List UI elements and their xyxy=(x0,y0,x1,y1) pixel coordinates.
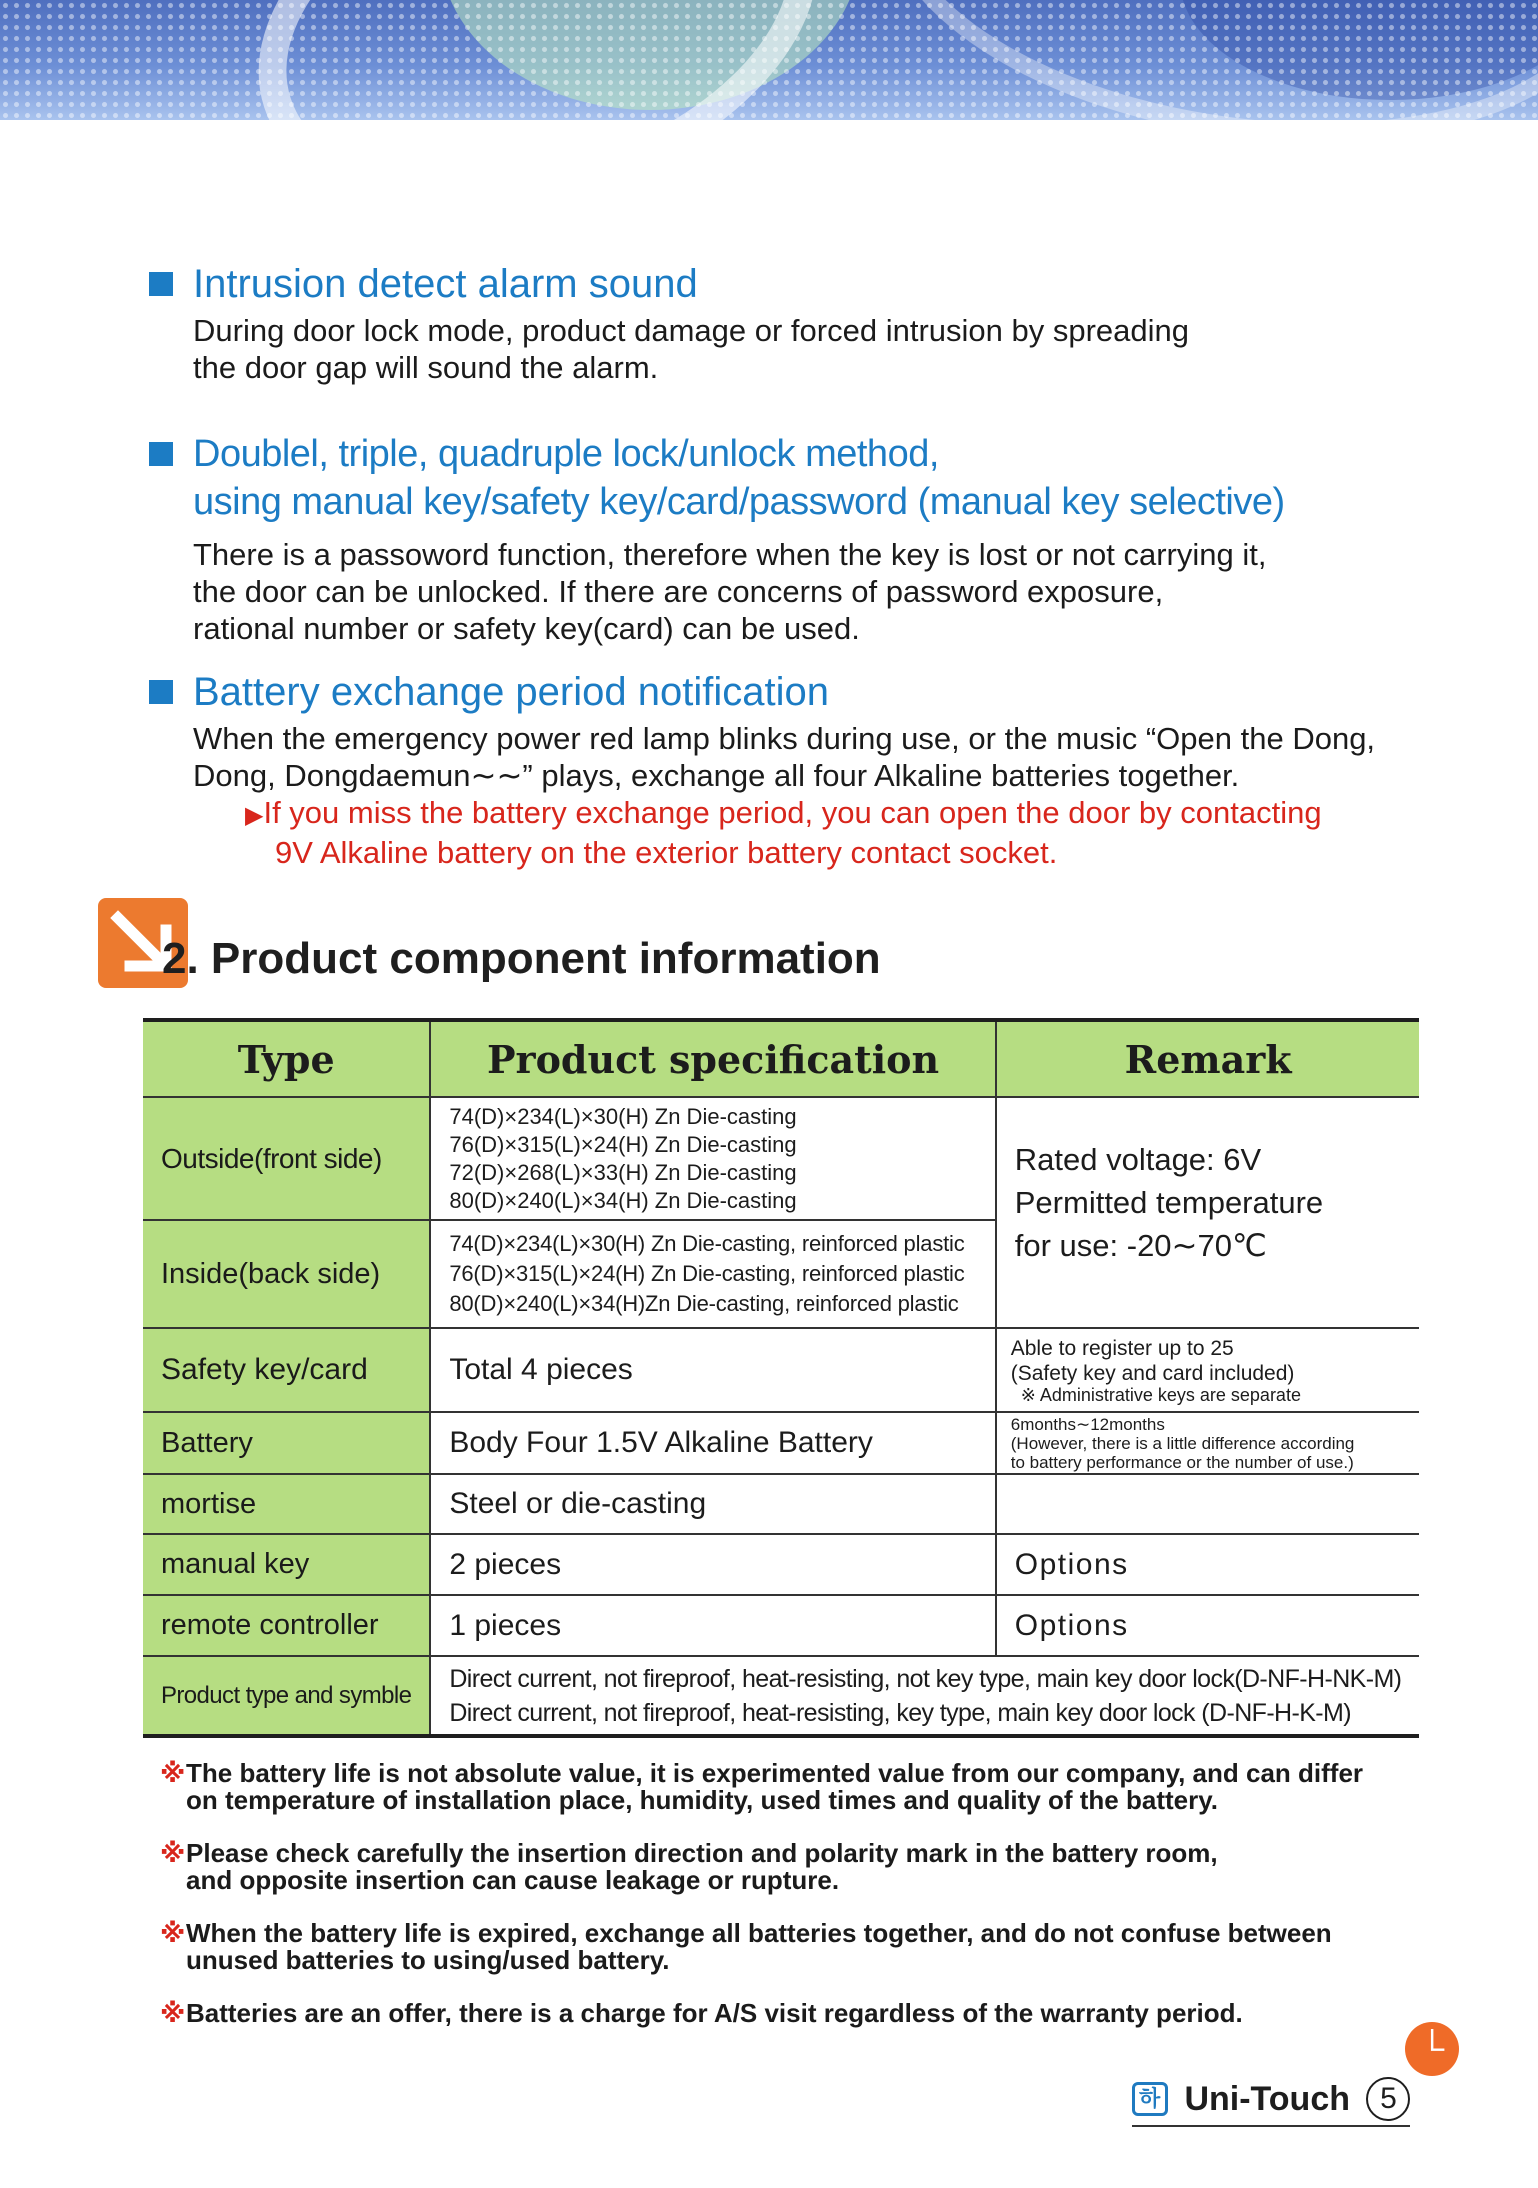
spec-cell: Body Four 1.5V Alkaline Battery xyxy=(430,1412,995,1474)
brand-circle-icon: └ xyxy=(1405,2022,1459,2076)
play-arrow-icon: ▶ xyxy=(245,802,264,829)
note-item: ※ When the battery life is expired, exchange all batteries together, and do not confuse between unused batteries to using/used battery. xyxy=(160,1918,1332,1975)
spec-line: 80(D)×240(L)×34(H)Zn Die-casting, reinforced plastic xyxy=(449,1291,959,1316)
note-item: ※ Batteries are an offer, there is a charge for A/S visit regardless of the warranty period. xyxy=(160,1998,1243,2028)
spec-line: 74(D)×234(L)×30(H) Zn Die-casting xyxy=(449,1103,797,1129)
body-line: Dong, Dongdaemun∼∼” plays, exchange all four Alkaline batteries together. xyxy=(193,758,1240,793)
page-number: 5 xyxy=(1366,2077,1410,2121)
product-component-heading xyxy=(98,898,1098,998)
spec-cell xyxy=(430,1097,995,1220)
remark-cell xyxy=(996,1474,1420,1534)
remark-cell xyxy=(996,1412,1420,1474)
remark-line: Permitted temperature xyxy=(1014,1185,1324,1220)
section-title xyxy=(145,430,1405,526)
table-row xyxy=(143,1097,1419,1220)
spec-line: 76(D)×315(L)×24(H) Zn Die-casting, reinforced plastic xyxy=(449,1261,965,1286)
table-row xyxy=(143,1534,1419,1595)
spec-line: 76(D)×315(L)×24(H) Zn Die-casting xyxy=(449,1131,797,1157)
type-cell: remote controller xyxy=(143,1595,430,1656)
bullet-square-icon xyxy=(149,680,173,704)
spec-line: Direct current, not fireproof, heat-resisting, not key type, main key door lock(D-NF-H-NK-M) xyxy=(449,1664,1402,1693)
section-lock-methods xyxy=(145,430,1405,647)
spec-cell: 2 pieces xyxy=(430,1534,995,1595)
section-title-line: Doublel, triple, quadruple lock/unlock method, xyxy=(193,433,939,475)
table-header-row xyxy=(143,1020,1419,1097)
body-line: There is a passoword function, therefore when the key is lost or not carrying it, xyxy=(193,537,1267,572)
column-header-spec: Product specification xyxy=(430,1020,995,1097)
column-header-type: Type xyxy=(143,1020,430,1097)
spec-cell: Total 4 pieces xyxy=(430,1328,995,1412)
reference-mark-icon: ※ xyxy=(160,1918,186,1948)
body-line: the door gap will sound the alarm. xyxy=(193,350,659,385)
remark-line: (However, there is a little difference according xyxy=(1010,1433,1355,1453)
type-cell: Safety key/card xyxy=(143,1328,430,1412)
spec-line: 74(D)×234(L)×30(H) Zn Die-casting, reinforced plastic xyxy=(449,1231,965,1256)
section-intrusion-alarm xyxy=(145,260,1405,386)
note-item: ※ The battery life is not absolute value, it is experimented value from our company, and can differ on temperature of installation place, humidity, used times and quality of the battery. xyxy=(160,1758,1364,1815)
banner-dot-pattern xyxy=(0,0,1538,120)
footer-divider xyxy=(1132,2125,1410,2127)
reference-mark-icon: ※ xyxy=(160,1758,186,1788)
spec-cell xyxy=(430,1656,1419,1736)
section-title-line: using manual key/safety key/card/password (manual key selective) xyxy=(193,481,1285,523)
spec-line: Direct current, not fireproof, heat-resisting, key type, main key door lock (D-NF-H-K-M) xyxy=(449,1698,1351,1727)
warning-line: 9V Alkaline battery on the exterior battery contact socket. xyxy=(275,835,1058,870)
section-title: Intrusion detect alarm sound xyxy=(145,260,1405,308)
type-cell: mortise xyxy=(143,1474,430,1534)
brand-name: Uni-Touch xyxy=(1184,2079,1351,2118)
spec-cell xyxy=(430,1220,995,1328)
header-banner-image xyxy=(0,0,1538,120)
remark-line: Able to register up to 25 xyxy=(1010,1336,1234,1360)
bullet-square-icon xyxy=(149,442,173,466)
type-cell: Product type and symble xyxy=(143,1656,430,1736)
remark-line: ※ Administrative keys are separate xyxy=(1020,1384,1301,1405)
table-row xyxy=(143,1474,1419,1534)
note-item: ※ Please check carefully the insertion direction and polarity mark in the battery room, and opposite insertion can cause leakage or rupture. xyxy=(160,1838,1218,1895)
warning-line: ▶If you miss the battery exchange period, you can open the door by contacting xyxy=(245,795,1322,830)
remark-cell xyxy=(996,1097,1420,1328)
type-cell: manual key xyxy=(143,1534,430,1595)
spec-cell: 1 pieces xyxy=(430,1595,995,1656)
spec-line: 72(D)×268(L)×33(H) Zn Die-casting xyxy=(449,1159,797,1185)
section-body xyxy=(145,312,1405,386)
spec-cell: Steel or die-casting xyxy=(430,1474,995,1534)
table-row xyxy=(143,1595,1419,1656)
type-cell: Outside(front side) xyxy=(143,1097,430,1220)
remark-line: Rated voltage: 6V xyxy=(1014,1142,1262,1177)
remark-cell: Options xyxy=(996,1534,1420,1595)
reference-mark-icon: ※ xyxy=(160,1838,186,1868)
table-row xyxy=(143,1412,1419,1474)
remark-cell: Options xyxy=(996,1595,1420,1656)
remark-line: to battery performance or the number of use.) xyxy=(1010,1452,1354,1472)
notes-list xyxy=(160,1760,1440,2053)
table-row xyxy=(143,1656,1419,1736)
footer-brand xyxy=(1132,2077,1410,2123)
type-cell: Battery xyxy=(143,1412,430,1474)
section-battery-notification xyxy=(145,668,1405,871)
section-body xyxy=(145,720,1405,871)
remark-line: (Safety key and card included) xyxy=(1010,1361,1295,1385)
remark-cell xyxy=(996,1328,1420,1412)
body-line: During door lock mode, product damage or forced intrusion by spreading xyxy=(193,313,1189,348)
type-cell: Inside(back side) xyxy=(143,1220,430,1328)
body-line: When the emergency power red lamp blinks during use, or the music “Open the Dong, xyxy=(193,721,1376,756)
bullet-square-icon xyxy=(149,272,173,296)
body-line: the door can be unlocked. If there are concerns of password exposure, xyxy=(193,574,1164,609)
section-title: Battery exchange period notification xyxy=(145,668,1405,716)
table-row xyxy=(143,1328,1419,1412)
column-header-remark: Remark xyxy=(996,1020,1420,1097)
section-body xyxy=(145,536,1405,647)
product-spec-table xyxy=(143,1018,1419,1738)
page-title: 2. Product component information xyxy=(162,934,881,983)
remark-line: 6months∼12months xyxy=(1010,1414,1165,1434)
remark-line: for use: -20∼70℃ xyxy=(1014,1228,1267,1263)
body-line: rational number or safety key(card) can be used. xyxy=(193,611,860,646)
brand-logo-icon: 하 xyxy=(1132,2082,1168,2116)
spec-line: 80(D)×240(L)×34(H) Zn Die-casting xyxy=(449,1187,797,1213)
reference-mark-icon: ※ xyxy=(160,1998,186,2028)
